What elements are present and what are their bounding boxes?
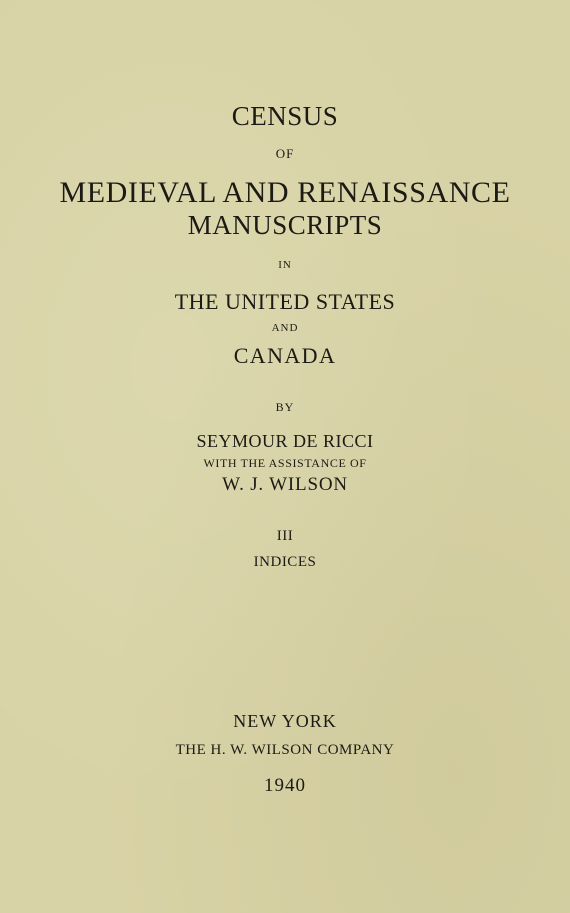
assistance-note: WITH THE ASSISTANCE OF <box>203 456 367 470</box>
coauthor-name: W. J. WILSON <box>222 474 348 495</box>
title-census: CENSUS <box>231 101 339 131</box>
title-line-2: MANUSCRIPTS <box>187 210 383 240</box>
title-country-2: CANADA <box>233 343 337 368</box>
title-and: AND <box>271 322 299 334</box>
imprint-year: 1940 <box>264 775 306 796</box>
volume-title: INDICES <box>253 554 317 570</box>
title-of: OF <box>275 146 295 161</box>
author-by: BY <box>275 400 295 414</box>
title-line-1: MEDIEVAL AND RENAISSANCE <box>59 176 511 209</box>
title-country-1: THE UNITED STATES <box>174 289 396 314</box>
volume-number: III <box>276 528 294 544</box>
author-name: SEYMOUR DE RICCI <box>196 431 374 451</box>
imprint-publisher: THE H. W. WILSON COMPANY <box>175 742 395 758</box>
imprint-city: NEW YORK <box>233 711 337 731</box>
title-in: IN <box>278 259 292 271</box>
